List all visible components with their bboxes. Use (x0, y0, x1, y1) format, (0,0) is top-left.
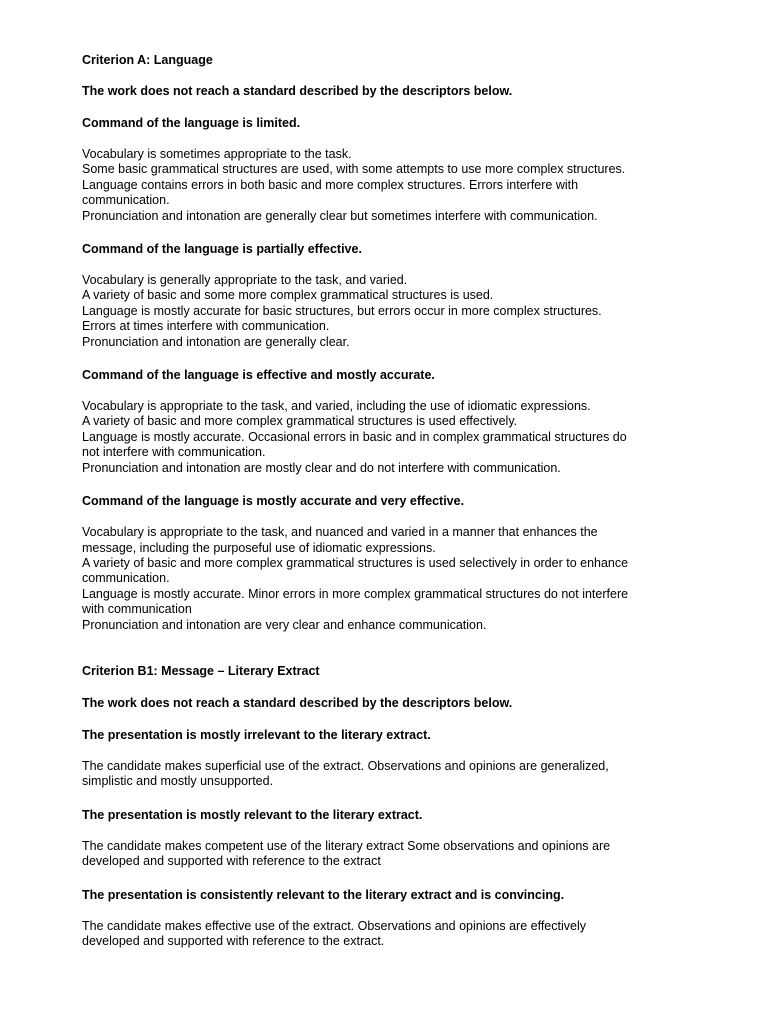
descriptor-line: communication. (82, 193, 170, 208)
descriptor-line: Language is mostly accurate. Minor errors in more complex grammatical structures do not interfere (82, 586, 629, 601)
descriptor-line: Pronunciation and intonation are generally clear but sometimes interfere with communication. (82, 208, 598, 223)
descriptor-line: Some basic grammatical structures are used, with some attempts to use more complex structures. (82, 162, 626, 177)
section-title: Criterion A: Language (82, 53, 213, 67)
level-descriptor (82, 759, 722, 790)
descriptor-line: Language is mostly accurate. Occasional errors in basic and in complex grammatical structures do (82, 429, 627, 444)
descriptor-line: Vocabulary is sometimes appropriate to the task. (82, 147, 352, 161)
section-title: Criterion B1: Message – Literary Extract (82, 663, 320, 678)
level-heading: The presentation is mostly relevant to the literary extract. (82, 807, 423, 822)
descriptor-line: Errors at times interfere with communication. (82, 319, 330, 334)
descriptor-line: Pronunciation and intonation are generally clear. (82, 334, 350, 349)
descriptor-line: Pronunciation and intonation are mostly clear and do not interfere with communication. (82, 460, 561, 475)
descriptor-line: with communication (82, 602, 192, 617)
criterion-a-section (82, 52, 722, 633)
descriptor-line: Vocabulary is appropriate to the task, and nuanced and varied in a manner that enhances the (82, 525, 598, 540)
level-heading: Command of the language is limited. (82, 116, 301, 130)
descriptor-line: A variety of basic and more complex grammatical structures is used selectively in order to enhance (82, 555, 629, 570)
descriptor-line: The candidate makes effective use of the extract. Observations and opinions are effectively (82, 918, 586, 933)
descriptor-line: developed and supported with reference to the extract (82, 854, 381, 869)
level-descriptor (82, 839, 722, 870)
level-descriptor (82, 399, 722, 476)
level-heading: The presentation is mostly irrelevant to the literary extract. (82, 727, 431, 742)
section-intro: The work does not reach a standard described by the descriptors below. (82, 84, 513, 98)
descriptor-line: not interfere with communication. (82, 445, 266, 460)
level-heading: The presentation is consistently relevant to the literary extract and is convincing. (82, 887, 565, 902)
level-descriptor (82, 525, 722, 633)
document-page (82, 52, 722, 966)
descriptor-line: Language contains errors in both basic and more complex structures. Errors interfere with (82, 177, 579, 192)
level-descriptor (82, 147, 722, 224)
level-descriptor (82, 273, 722, 350)
descriptor-line: The candidate makes competent use of the literary extract Some observations and opinions are (82, 838, 611, 853)
level-heading: Command of the language is partially effective. (82, 242, 362, 257)
level-descriptor (82, 919, 722, 950)
descriptor-line: Language is mostly accurate for basic structures, but errors occur in more complex structures. (82, 303, 602, 318)
descriptor-line: developed and supported with reference to the extract. (82, 933, 385, 948)
criterion-b1-section (82, 663, 722, 949)
descriptor-line: communication. (82, 571, 170, 586)
descriptor-line: A variety of basic and some more complex grammatical structures is used. (82, 288, 494, 303)
descriptor-line: Pronunciation and intonation are very clear and enhance communication. (82, 617, 487, 632)
descriptor-line: message, including the purposeful use of idiomatic expressions. (82, 540, 436, 555)
descriptor-line: simplistic and mostly unsupported. (82, 774, 274, 789)
descriptor-line: Vocabulary is generally appropriate to the task, and varied. (82, 273, 408, 288)
section-intro: The work does not reach a standard described by the descriptors below. (82, 695, 513, 710)
descriptor-line: The candidate makes superficial use of the extract. Observations and opinions are generalized, (82, 758, 609, 773)
descriptor-line: A variety of basic and more complex grammatical structures is used effectively. (82, 414, 518, 429)
descriptor-line: Vocabulary is appropriate to the task, and varied, including the use of idiomatic expressions. (82, 399, 591, 414)
level-heading: Command of the language is mostly accurate and very effective. (82, 494, 465, 509)
level-heading: Command of the language is effective and mostly accurate. (82, 368, 435, 383)
